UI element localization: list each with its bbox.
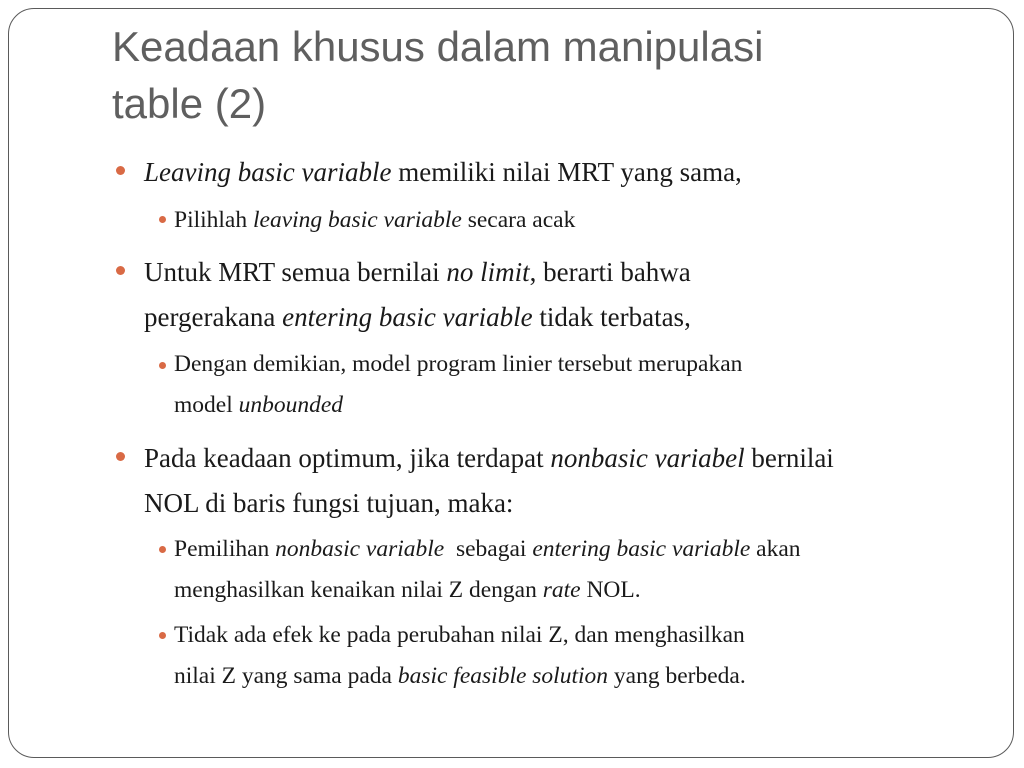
bullet-3 bbox=[144, 436, 834, 526]
bullet-dot-2 bbox=[116, 266, 125, 275]
bullet-2-italic-2: entering basic variable bbox=[282, 302, 533, 332]
sub-bullet-dot-3-1 bbox=[159, 546, 166, 553]
bullet-1-text: memiliki nilai MRT yang sama, bbox=[391, 157, 742, 187]
sub-bullet-1-1 bbox=[174, 200, 575, 241]
bullet-dot-1 bbox=[116, 166, 125, 175]
bullet-2-pre-2: pergerakana bbox=[144, 302, 283, 332]
sub-bullet-3-1-italic-2: entering basic variable bbox=[532, 536, 751, 562]
bullet-2-mid: , berarti bahwa bbox=[529, 257, 691, 287]
sub-bullet-3-2 bbox=[174, 615, 746, 697]
sub-bullet-dot-1-1 bbox=[159, 216, 166, 223]
bullet-dot-3 bbox=[116, 452, 125, 461]
bullet-3-italic: nonbasic variabel bbox=[550, 443, 745, 473]
sub-bullet-3-1-italic-3: rate bbox=[542, 577, 581, 603]
sub-bullet-3-2-post-2: yang berbeda. bbox=[608, 663, 746, 689]
bullet-3-line-2: NOL di baris fungsi tujuan, maka: bbox=[144, 488, 514, 518]
bullet-2-post-2: tidak terbatas, bbox=[532, 302, 691, 332]
sub-bullet-2-1 bbox=[174, 344, 742, 426]
sub-bullet-3-2-line-1: Tidak ada efek ke pada perubahan nilai Z, dan menghasilkan bbox=[174, 622, 745, 648]
sub-bullet-2-1-pre-2: model bbox=[174, 392, 239, 418]
bullet-2-pre: Untuk MRT semua bernilai bbox=[144, 257, 447, 287]
title-line-2: table (2) bbox=[112, 80, 267, 127]
sub-bullet-3-1 bbox=[174, 529, 801, 611]
sub-bullet-3-2-pre-2: nilai Z yang sama pada bbox=[174, 663, 398, 689]
sub-bullet-3-1-pre-2: menghasilkan kenaikan nilai Z dengan bbox=[174, 577, 543, 603]
sub-bullet-3-1-pre: Pemilihan bbox=[174, 536, 276, 562]
sub-bullet-3-2-italic: basic feasible solution bbox=[397, 663, 609, 689]
bullet-1-italic: Leaving basic variable bbox=[144, 157, 392, 187]
sub-bullet-dot-2-1 bbox=[159, 362, 166, 369]
bullet-2 bbox=[144, 250, 691, 340]
bullet-3-pre: Pada keadaan optimum, jika terdapat bbox=[144, 443, 551, 473]
sub-bullet-dot-3-2 bbox=[159, 632, 166, 639]
bullet-2-italic-1: no limit bbox=[446, 257, 530, 287]
sub-bullet-1-1-italic: leaving basic variable bbox=[253, 207, 462, 233]
sub-bullet-1-1-post: secara acak bbox=[461, 207, 576, 233]
title-line-1: Keadaan khusus dalam manipulasi bbox=[112, 23, 764, 70]
bullet-3-post: bernilai bbox=[744, 443, 834, 473]
sub-bullet-3-1-mid: sebagai bbox=[444, 536, 533, 562]
sub-bullet-1-1-pre: Pilihlah bbox=[174, 207, 253, 233]
sub-bullet-2-1-line-1: Dengan demikian, model program linier tersebut merupakan bbox=[174, 351, 743, 377]
sub-bullet-3-1-post-2: NOL. bbox=[580, 577, 641, 603]
sub-bullet-3-1-post: akan bbox=[750, 536, 801, 562]
bullet-1 bbox=[144, 150, 742, 195]
sub-bullet-2-1-italic: unbounded bbox=[238, 392, 344, 418]
sub-bullet-3-1-italic-1: nonbasic variable bbox=[275, 536, 445, 562]
